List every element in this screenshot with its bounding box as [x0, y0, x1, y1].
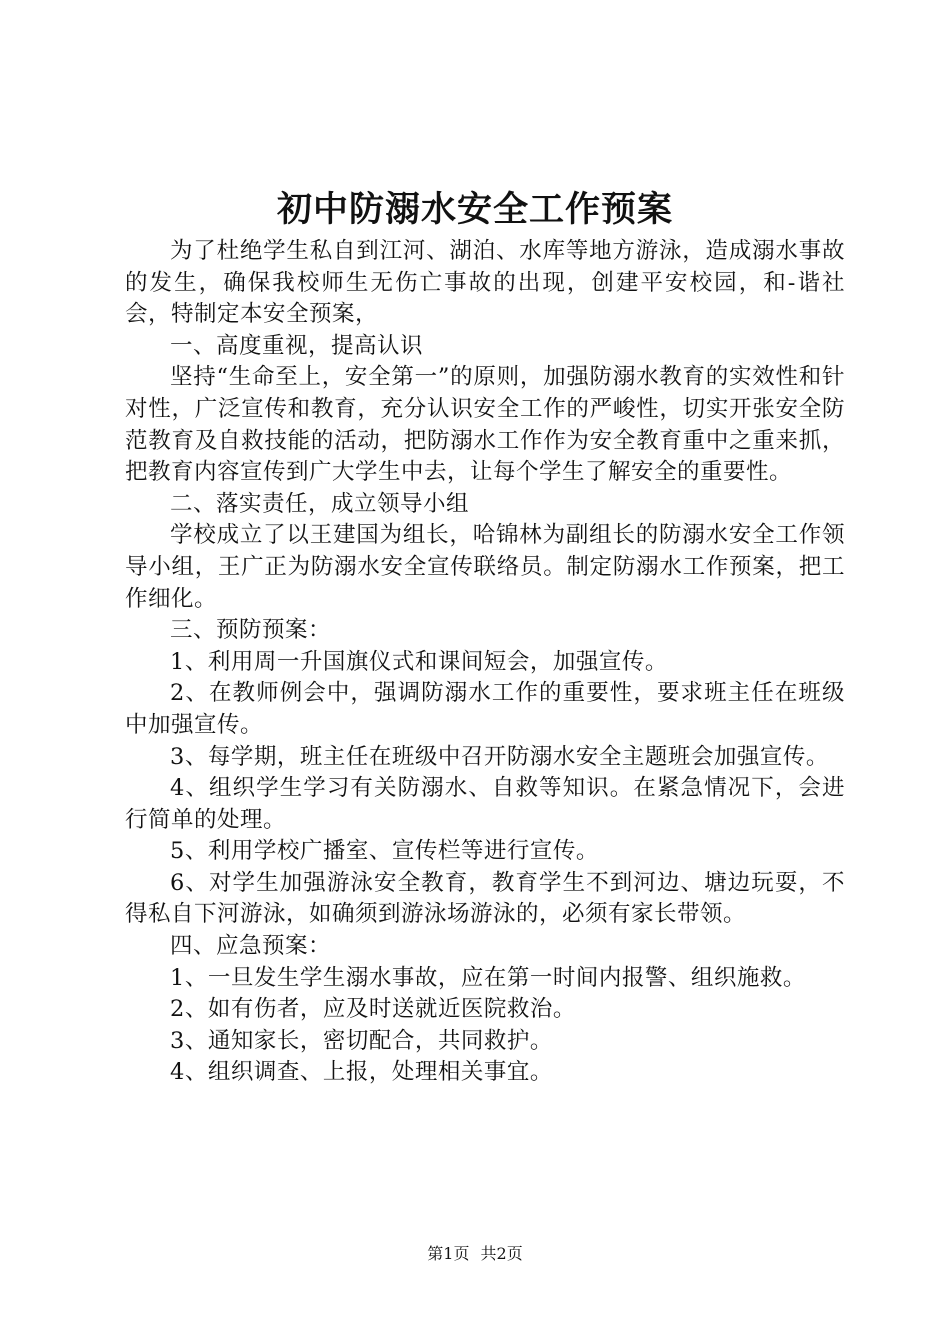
list-item: 3、通知家长，密切配合，共同救护。	[170, 1027, 553, 1054]
list-item: 4、组织学生学习有关防溺水、自救等知识。在紧急情况下，会进行简单的处理。	[125, 775, 845, 833]
list-item: 3、每学期，班主任在班级中召开防溺水安全主题班会加强宣传。	[170, 743, 829, 770]
list-item: 6、对学生加强游泳安全教育，教育学生不到河边、塘边玩耍，不得私自下河游泳，如确须到游泳场游泳的，必须有家长带领。	[125, 869, 845, 928]
list-item: 2、在教师例会中，强调防溺水工作的重要性，要求班主任在班级中加强宣传。	[125, 680, 845, 738]
list-item: 4、组织调查、上报，处理相关事宜。	[170, 1059, 553, 1086]
paragraph: 坚持“生命至上，安全第一”的原则，加强防溺水教育的实效性和针对性，广泛宣传和教育，充分认识安全工作的严峻性，切实开张安全防范教育及自救技能的活动，把防溺水工作作为安全教育重中之重来抓，把教育内容宣传到广大学生中去，让每个学生了解安全的重要性。	[125, 364, 845, 486]
section-heading-3: 三、预防预案：	[170, 617, 332, 644]
section-heading-1: 一、高度重视，提高认识	[170, 332, 424, 359]
document-title: 初中防溺水安全工作预案	[276, 189, 673, 230]
list-item: 1、利用周一升国旗仪式和课间短会，加强宣传。	[170, 648, 668, 675]
list-item: 1、一旦发生学生溺水事故，应在第一时间内报警、组织施救。	[170, 964, 806, 991]
page-number-current: 第1页	[427, 1244, 470, 1263]
document-body	[125, 236, 845, 1089]
section-heading-4: 四、应急预案：	[170, 933, 332, 960]
paragraph: 学校成立了以王建国为组长，哈锦林为副组长的防溺水安全工作领导小组，王广正为防溺水安全宣传联络员。制定防溺水工作预案，把工作细化。	[125, 522, 845, 612]
page-footer	[0, 1242, 950, 1266]
list-item: 5、利用学校广播室、宣传栏等进行宣传。	[170, 838, 599, 865]
intro-paragraph: 为了杜绝学生私自到江河、湖泊、水库等地方游泳，造成溺水事故的发生，确保我校师生无伤亡事故的出现，创建平安校园，和-谐社会，特制定本安全预案，	[125, 238, 845, 328]
section-heading-2: 二、落实责任，成立领导小组	[170, 490, 470, 517]
list-item: 2、如有伤者，应及时送就近医院救治。	[170, 996, 576, 1023]
page-number-total: 共2页	[480, 1244, 523, 1263]
